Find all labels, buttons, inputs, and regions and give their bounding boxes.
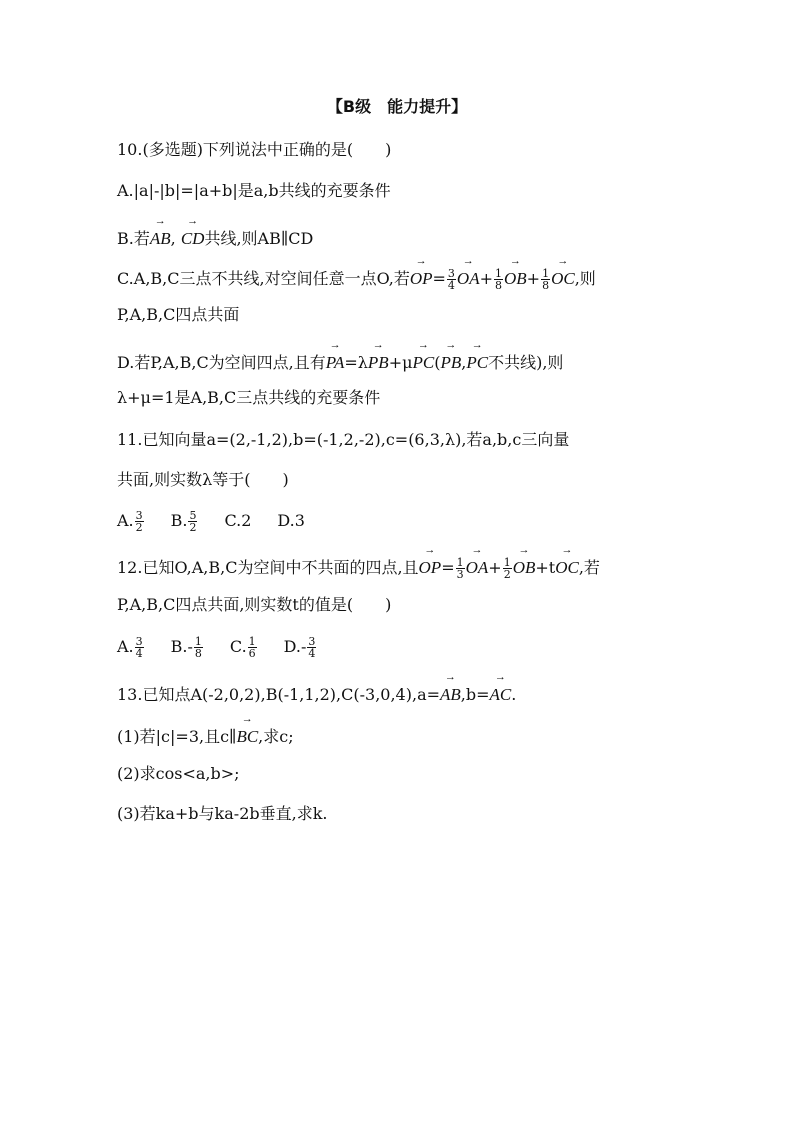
text: +t bbox=[535, 558, 556, 577]
text: + bbox=[479, 269, 493, 288]
text: B.- bbox=[170, 637, 193, 656]
denominator: 2 bbox=[503, 568, 511, 581]
vector-oc: → OC bbox=[555, 555, 579, 579]
vector-pc: → PC bbox=[466, 350, 488, 374]
text: . bbox=[511, 685, 517, 704]
q12-option-c bbox=[229, 635, 258, 660]
numerator: 1 bbox=[248, 635, 256, 648]
fraction bbox=[135, 510, 144, 533]
text: B.若 bbox=[117, 229, 150, 248]
q10-option-d-line2: λ+μ=1是A,B,C三点共线的充要条件 bbox=[117, 388, 381, 407]
denominator: 2 bbox=[189, 521, 197, 534]
numerator: 3 bbox=[308, 635, 316, 648]
fraction bbox=[503, 557, 512, 580]
numerator: 1 bbox=[503, 556, 511, 569]
text: =λ bbox=[344, 353, 368, 372]
vector-pa: → PA bbox=[326, 350, 345, 374]
text: C.A,B,C三点不共线,对空间任意一点O,若 bbox=[117, 269, 410, 288]
q12-stem-line1 bbox=[117, 555, 600, 580]
text: +μ bbox=[388, 353, 413, 372]
vector-ob: → OB bbox=[504, 266, 527, 290]
q11-option-c: C.2 bbox=[224, 511, 252, 530]
denominator: 8 bbox=[194, 647, 202, 660]
text: ,若 bbox=[578, 558, 600, 577]
vector-pb: → PB bbox=[440, 350, 461, 374]
q10-option-c bbox=[117, 266, 596, 291]
vector-pb: → PB bbox=[368, 350, 389, 374]
fraction bbox=[248, 636, 257, 659]
text: 不共线),则 bbox=[488, 353, 564, 372]
q11-stem-line1: 11.已知向量a=(2,-1,2),b=(-1,2,-2),c=(6,3,λ),若a,b,c三向量 bbox=[117, 430, 570, 449]
numerator: 1 bbox=[495, 267, 502, 280]
text: C. bbox=[229, 637, 247, 656]
denominator: 4 bbox=[135, 647, 143, 660]
fraction bbox=[188, 510, 197, 533]
q11-option-d: D.3 bbox=[277, 511, 305, 530]
q13-part-1 bbox=[117, 724, 294, 748]
vector-oa: → OA bbox=[457, 266, 480, 290]
text: A. bbox=[117, 511, 134, 530]
text: (1)若|c|=3,且c∥ bbox=[117, 727, 237, 746]
vector-ab: → AB bbox=[150, 226, 171, 250]
q10-stem: 10.(多选题)下列说法中正确的是( ) bbox=[117, 140, 392, 159]
text: 12.已知O,A,B,C为空间中不共面的四点,且 bbox=[117, 558, 419, 577]
text: A. bbox=[117, 637, 134, 656]
vector-cd: → CD bbox=[181, 226, 205, 250]
text: ,求c; bbox=[258, 727, 294, 746]
fraction bbox=[447, 268, 456, 291]
text: ,b= bbox=[460, 685, 490, 704]
text: D.若P,A,B,C为空间四点,且有 bbox=[117, 353, 326, 372]
denominator: 6 bbox=[248, 647, 256, 660]
vector-oa: → OA bbox=[466, 555, 489, 579]
vector-oc: → OC bbox=[551, 266, 575, 290]
text: ( bbox=[434, 353, 441, 372]
text: , bbox=[170, 229, 181, 248]
text: D.- bbox=[283, 637, 307, 656]
q13-part-3: (3)若ka+b与ka-2b垂直,求k. bbox=[117, 804, 328, 823]
numerator: 3 bbox=[135, 635, 143, 648]
text: = bbox=[432, 269, 446, 288]
text: B. bbox=[170, 511, 188, 530]
text: = bbox=[441, 558, 455, 577]
numerator: 3 bbox=[447, 267, 455, 280]
q12-option-d bbox=[283, 635, 318, 660]
vector-ab: → AB bbox=[440, 682, 461, 706]
text: + bbox=[526, 269, 541, 288]
vector-ac: → AC bbox=[490, 682, 512, 706]
fraction bbox=[307, 636, 316, 659]
denominator: 8 bbox=[542, 279, 550, 292]
text: 共线,则AB∥CD bbox=[204, 229, 314, 248]
fraction bbox=[541, 268, 550, 291]
fraction bbox=[456, 557, 465, 580]
q12-option-b bbox=[170, 635, 204, 660]
numerator: 1 bbox=[542, 267, 550, 280]
vector-ob: → OB bbox=[513, 555, 536, 579]
q11-option-b bbox=[170, 509, 199, 534]
denominator: 4 bbox=[447, 279, 455, 292]
q10-option-b bbox=[117, 226, 313, 250]
q11-stem-line2: 共面,则实数λ等于( ) bbox=[117, 470, 289, 489]
q13-part-2: (2)求cos<a,b>; bbox=[117, 764, 240, 783]
q12-options bbox=[117, 636, 317, 659]
numerator: 3 bbox=[135, 509, 143, 522]
numerator: 1 bbox=[194, 635, 202, 648]
text: , bbox=[461, 353, 467, 372]
vector-op: → OP bbox=[419, 555, 442, 579]
q10-option-a: A.|a|-|b|=|a+b|是a,b共线的充要条件 bbox=[117, 181, 391, 200]
fraction bbox=[494, 268, 503, 291]
q13-stem bbox=[117, 682, 516, 706]
q11-options bbox=[117, 510, 305, 533]
text: 13.已知点A(-2,0,2),B(-1,1,2),C(-3,0,4),a= bbox=[117, 685, 441, 704]
fraction bbox=[135, 636, 144, 659]
denominator: 4 bbox=[308, 647, 316, 660]
q10-option-c-line2: P,A,B,C四点共面 bbox=[117, 305, 240, 324]
text: + bbox=[488, 558, 502, 577]
vector-pc: → PC bbox=[413, 350, 435, 374]
q10-option-d bbox=[117, 350, 563, 374]
fraction bbox=[194, 636, 203, 659]
q12-option-a bbox=[117, 635, 145, 660]
text: ,则 bbox=[574, 269, 596, 288]
q11-option-a bbox=[117, 509, 145, 534]
vector-bc: → BC bbox=[236, 724, 258, 748]
denominator: 3 bbox=[456, 568, 464, 581]
numerator: 5 bbox=[189, 509, 197, 522]
q12-stem-line2: P,A,B,C四点共面,则实数t的值是( ) bbox=[117, 595, 392, 614]
vector-op: → OP bbox=[410, 266, 433, 290]
denominator: 2 bbox=[135, 521, 143, 534]
section-title: 【B级 能力提升】 bbox=[326, 97, 468, 116]
denominator: 8 bbox=[495, 279, 502, 292]
numerator: 1 bbox=[456, 556, 464, 569]
